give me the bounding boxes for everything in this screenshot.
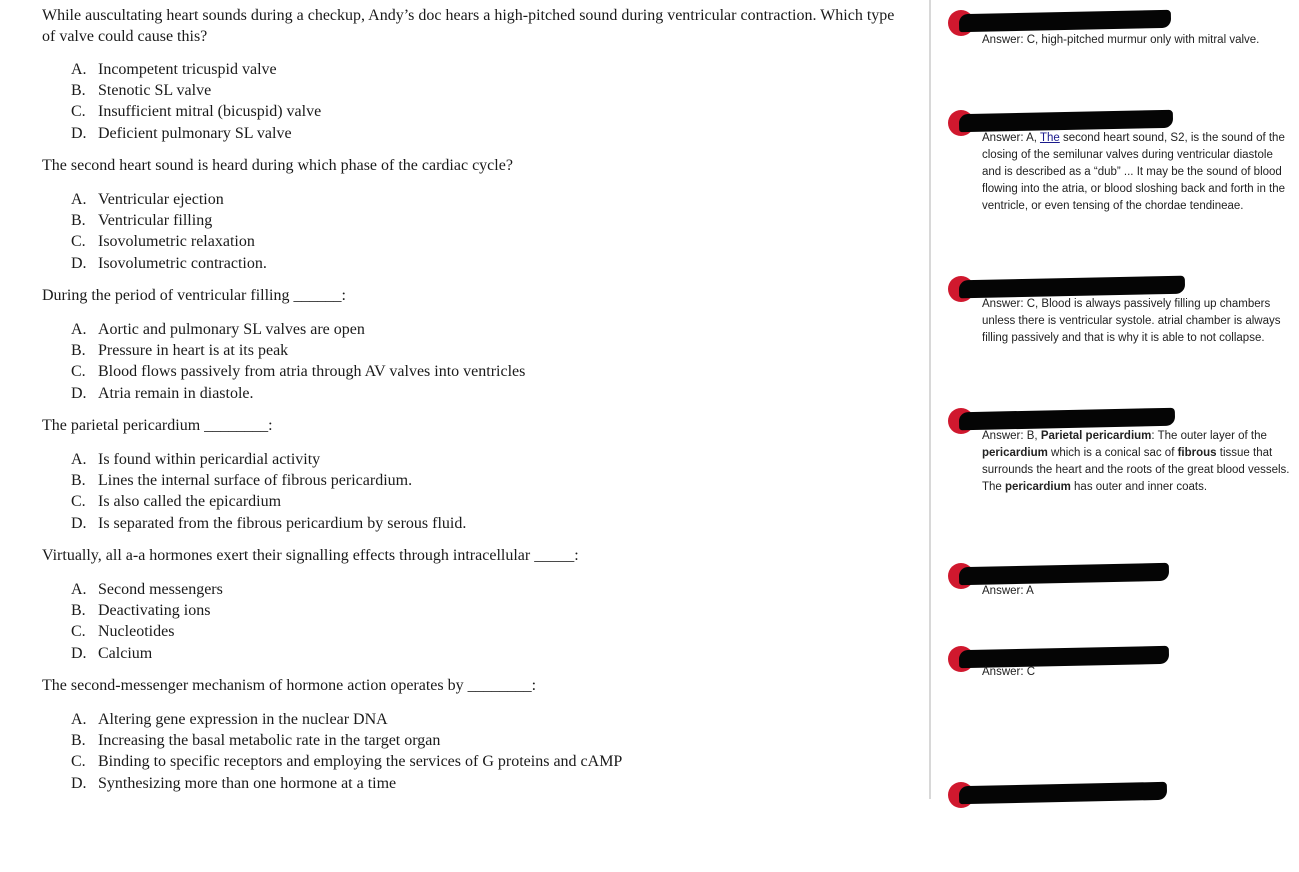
answer-option — [71, 210, 212, 231]
answer-option — [71, 579, 223, 600]
option-text: Binding to specific receptors and employing the services of G proteins and cAMP — [98, 753, 623, 771]
option-letter: B. — [71, 82, 86, 100]
redacted-author-name — [959, 782, 1167, 804]
option-letter: B. — [71, 602, 86, 620]
comment-balloon[interactable] — [931, 782, 1299, 872]
comment-text-run: has outer and inner coats. — [1070, 481, 1208, 493]
answer-option — [71, 600, 210, 621]
option-text: Synthesizing more than one hormone at a time — [98, 774, 397, 792]
option-letter: A. — [71, 581, 87, 598]
redacted-author-name — [959, 408, 1175, 431]
comment-text-run: Parietal pericardium — [1040, 430, 1152, 442]
comment-text-run: Answer: C, high-pitched murmur only with mitral valve. — [982, 34, 1260, 46]
answer-option — [71, 730, 440, 751]
option-text: Increasing the basal metabolic rate in the target organ — [98, 732, 441, 750]
option-text: Deactivating ions — [98, 602, 211, 620]
comment-answer-text — [982, 583, 1292, 600]
option-letter: D. — [71, 644, 87, 662]
option-text: Isovolumetric relaxation — [98, 233, 255, 251]
option-letter: D. — [71, 514, 87, 532]
comment-balloon[interactable] — [931, 646, 1299, 736]
option-letter: A. — [71, 321, 87, 338]
comment-answer-text — [982, 428, 1292, 496]
comment-balloon[interactable] — [931, 276, 1299, 366]
answer-option — [71, 80, 211, 101]
answer-option — [71, 319, 365, 340]
option-text: Nucleotides — [98, 623, 175, 641]
option-letter: C. — [71, 623, 86, 641]
option-letter: A. — [71, 61, 87, 78]
option-letter: B. — [71, 472, 86, 490]
comment-text-run: which is a conical sac of — [1047, 447, 1178, 459]
comment-answer-text — [982, 32, 1292, 49]
option-letter: D. — [71, 254, 87, 272]
answer-option — [71, 751, 622, 772]
answer-option — [71, 189, 224, 210]
answer-option — [71, 383, 254, 404]
option-text: Is found within pericardial activity — [98, 451, 321, 468]
option-letter: B. — [71, 212, 86, 230]
option-letter: C. — [71, 493, 86, 511]
option-text: Atria remain in diastole. — [98, 384, 254, 402]
answer-option — [71, 231, 255, 252]
comment-text-run: tissue that surrounds the heart and the roots of the great blood vessels. The — [982, 447, 1290, 493]
option-letter: A. — [71, 191, 87, 208]
option-text: Altering gene expression in the nuclear DNA — [98, 711, 388, 728]
option-letter: C. — [71, 753, 86, 771]
comment-text-run: Answer: C — [982, 666, 1036, 678]
comment-balloon[interactable] — [931, 10, 1299, 100]
comment-balloon[interactable] — [931, 563, 1299, 653]
redacted-author-name — [959, 563, 1169, 585]
answer-option — [71, 449, 320, 470]
comment-answer-text — [982, 130, 1292, 215]
question-text: While auscultating heart sounds during a checkup, Andy’s doc hears a high-pitched sound during ventricular contraction. Which type of valve could cause this? — [42, 7, 895, 45]
comment-balloon[interactable] — [931, 408, 1299, 498]
option-letter: A. — [71, 711, 87, 728]
option-letter: A. — [71, 451, 87, 468]
comment-text-run: Answer: B, — [982, 430, 1041, 442]
comment-text-run: Answer: C, Blood is always passively filling up chambers unless there is ventricular systole. atrial chamber is always filling passively and that is why it is able to not collapse. — [982, 298, 1281, 344]
option-letter: C. — [71, 103, 86, 121]
comment-text-run: fibrous — [1177, 447, 1217, 459]
answer-option — [71, 253, 267, 274]
option-text: Lines the internal surface of fibrous pericardium. — [98, 472, 413, 490]
option-text: Is also called the epicardium — [98, 493, 282, 511]
option-letter: B. — [71, 732, 86, 750]
option-text: Ventricular ejection — [98, 191, 224, 208]
option-text: Insufficient mitral (bicuspid) valve — [98, 103, 322, 121]
option-text: Deficient pulmonary SL valve — [98, 124, 292, 142]
answer-option — [71, 491, 281, 512]
option-letter: D. — [71, 384, 87, 402]
option-text: Is separated from the fibrous pericardium by serous fluid. — [98, 514, 467, 532]
answer-option — [71, 101, 321, 122]
redacted-author-name — [959, 276, 1185, 299]
option-text: Stenotic SL valve — [98, 82, 212, 100]
option-text: Ventricular filling — [98, 212, 213, 230]
answer-option — [71, 123, 292, 144]
option-text: Blood flows passively from atria through AV valves into ventricles — [98, 363, 526, 381]
option-letter: C. — [71, 233, 86, 251]
answer-option — [71, 513, 466, 534]
option-text: Calcium — [98, 644, 153, 662]
answer-option — [71, 643, 152, 664]
option-letter: C. — [71, 363, 86, 381]
question-text: The parietal pericardium ________: — [42, 417, 273, 434]
answer-option — [71, 361, 525, 382]
option-text: Aortic and pulmonary SL valves are open — [98, 321, 365, 338]
comment-text-run: Answer: A, — [982, 132, 1040, 144]
redacted-author-name — [959, 110, 1173, 132]
comment-balloon[interactable] — [931, 110, 1299, 212]
comment-answer-text — [982, 296, 1292, 347]
option-text: Incompetent tricuspid valve — [98, 61, 277, 78]
comment-text-run: pericardium — [982, 447, 1048, 459]
answer-option — [71, 59, 277, 80]
answer-option — [71, 621, 174, 642]
option-letter: B. — [71, 342, 86, 360]
comment-text-run: The — [1039, 132, 1060, 144]
answer-option — [71, 340, 288, 361]
comment-text-run: second heart sound, S2, is the sound of the closing of the semilunar valves during ventricular diastole and is described as a “dub” ... It may be the sound of blood flowing into the atria, or blood sloshing back and forth in the ventricle, or even tensing of the chordae tendineae. — [982, 132, 1286, 212]
question-text: The second-messenger mechanism of hormone action operates by ________: — [42, 677, 537, 694]
option-text: Second messengers — [98, 581, 223, 598]
answer-option — [71, 470, 412, 491]
redacted-author-name — [959, 10, 1171, 32]
question-text: Virtually, all a-a hormones exert their signalling effects through intracellular _____: — [42, 547, 579, 564]
question-text: The second heart sound is heard during which phase of the cardiac cycle? — [42, 157, 513, 174]
option-letter: D. — [71, 124, 87, 142]
comment-text-run: pericardium — [1005, 481, 1071, 493]
answer-option — [71, 773, 396, 794]
option-text: Pressure in heart is at its peak — [98, 342, 289, 360]
question-text: During the period of ventricular filling ______: — [42, 287, 346, 304]
answer-option — [71, 709, 388, 730]
option-letter: D. — [71, 774, 87, 792]
comment-text-run: : The outer layer of the — [1151, 430, 1267, 442]
comment-answer-text — [982, 664, 1292, 681]
option-text: Isovolumetric contraction. — [98, 254, 267, 272]
comment-text-run: Answer: A — [982, 585, 1034, 597]
comment-margin — [931, 0, 1299, 799]
